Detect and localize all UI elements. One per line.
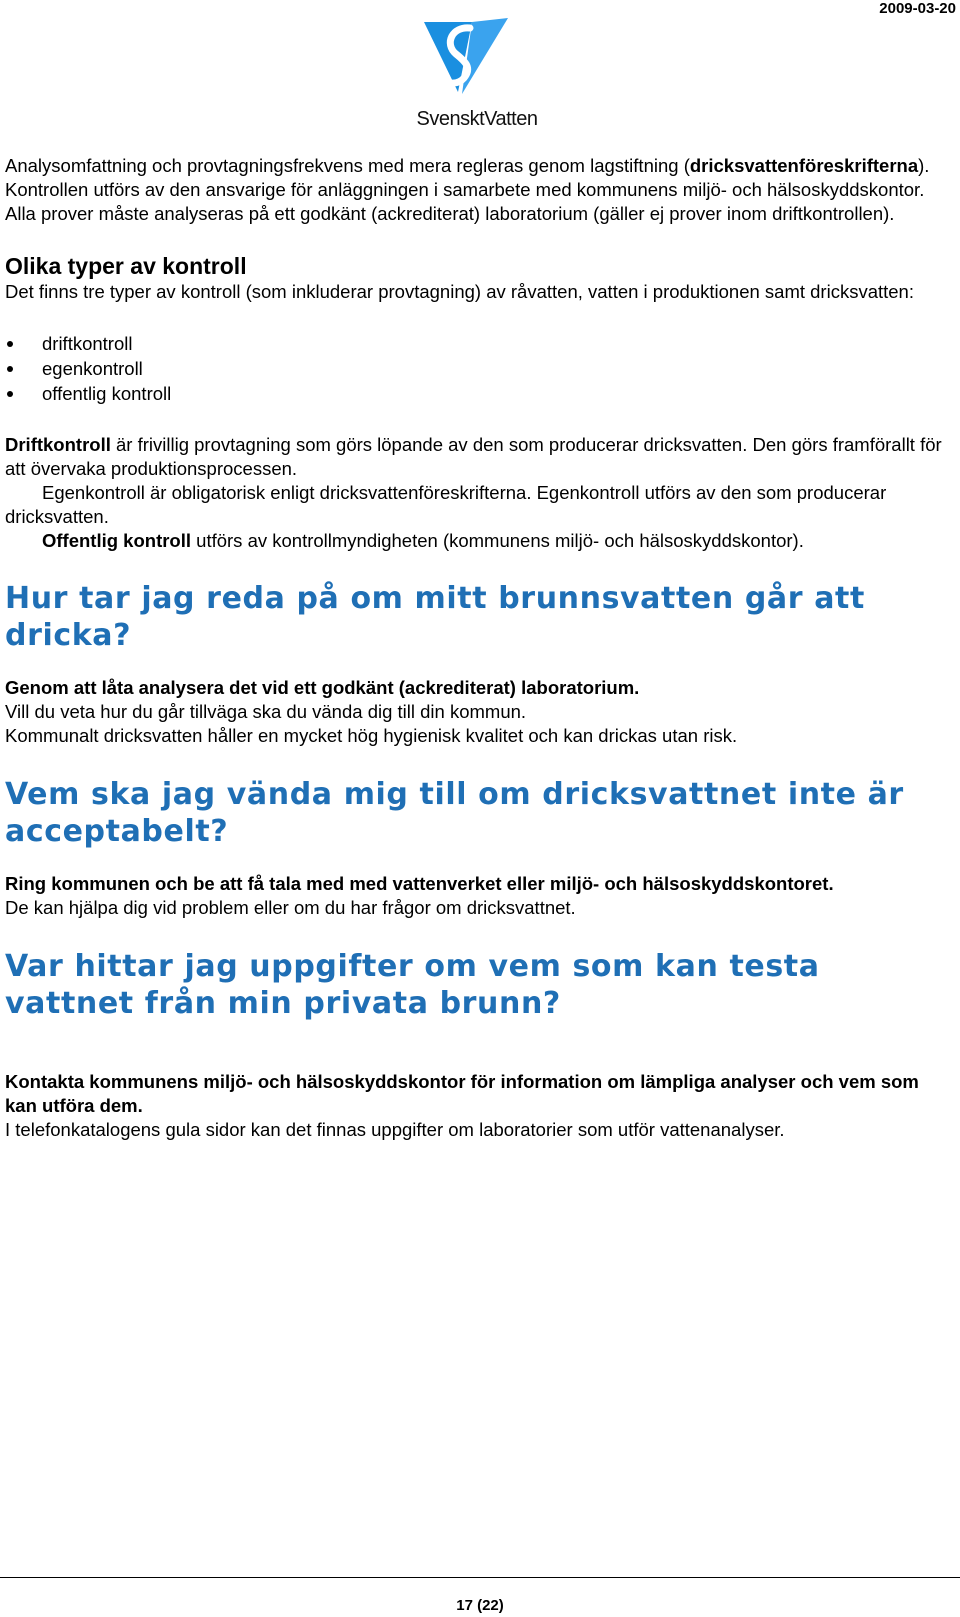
- intro-paragraph-3: Alla prover måste analyseras på ett godkänt (ackrediterat) laboratorium (gäller ej prover inom driftkontrollen).: [5, 203, 895, 224]
- list-item-label: driftkontroll: [42, 333, 133, 354]
- text-run: Analysomfattning och provtagningsfrekvens med mera regleras genom lagstiftning (: [5, 155, 690, 176]
- svenskt-vatten-logo: [412, 14, 542, 134]
- bullet-icon: [7, 366, 13, 372]
- section3-paragraph-2: I telefonkatalogens gula sidor kan det finnas uppgifter om laboratorier som utför vattenanalyser.: [5, 1119, 785, 1140]
- offentlig-kontroll-paragraph: [5, 529, 950, 553]
- list-item-label: offentlig kontroll: [42, 383, 172, 404]
- section1-paragraph-2: Vill du veta hur du går tillväga ska du vända dig till din kommun.: [5, 701, 527, 722]
- list-item: [5, 356, 950, 381]
- section-heading-vem: Vem ska jag vända mig till om dricksvattnet inte är acceptabelt?: [5, 777, 904, 849]
- intro-paragraph-1: [5, 154, 950, 178]
- bullet-icon: [7, 341, 13, 347]
- intro-paragraph-2: Kontrollen utförs av den ansvarige för anläggningen i samarbete med kommunens miljö- och hälsoskyddskontor.: [5, 179, 925, 200]
- bold-term: dricksvattenföreskrifterna: [689, 155, 919, 176]
- bold-term: Offentlig kontroll: [42, 530, 192, 551]
- section3-bold: [5, 1070, 950, 1118]
- footer-divider: [0, 1577, 960, 1578]
- section2-paragraph-2: De kan hjälpa dig vid problem eller om du har frågor om dricksvattnet.: [5, 897, 576, 918]
- text-run: är frivillig provtagning som görs löpande av den som producerar dricksvatten. Den görs framförallt för att övervaka produktionsprocessen.: [5, 434, 942, 479]
- section-heading-olika: Olika typer av kontroll: [5, 253, 247, 279]
- section2-bold: [5, 872, 950, 896]
- page-number: 17 (22): [456, 1597, 504, 1614]
- text-run: ).: [918, 155, 930, 176]
- list-item-label: egenkontroll: [42, 358, 143, 379]
- bullet-icon: [7, 391, 13, 397]
- document-date: 2009-03-20: [879, 0, 956, 17]
- logo-mark-icon: [412, 14, 542, 109]
- list-item: [5, 331, 950, 356]
- logo-text: SvensktVatten: [416, 108, 538, 130]
- list-item: [5, 381, 950, 406]
- section1-bold: [5, 676, 950, 700]
- bold-text: Genom att låta analysera det vid ett godkänt (ackrediterat) laboratorium.: [5, 677, 640, 698]
- egenkontroll-paragraph: [5, 481, 950, 529]
- text-run: utförs av kontrollmyndigheten (kommunens miljö- och hälsoskyddskontor).: [191, 530, 804, 551]
- bold-term: Driftkontroll: [5, 434, 111, 455]
- olika-intro: Det finns tre typer av kontroll (som inkluderar provtagning) av råvatten, vatten i produktionen samt dricksvatten:: [5, 281, 914, 302]
- bold-text: Ring kommunen och be att få tala med med vattenverket eller miljö- och hälsoskyddskontoret.: [5, 873, 834, 894]
- section-heading-var-hittar: Var hittar jag uppgifter om vem som kan testa vattnet från min privata brunn?: [5, 949, 820, 1021]
- driftkontroll-paragraph: [5, 433, 950, 481]
- section-heading-brunnsvatten: Hur tar jag reda på om mitt brunnsvatten går att dricka?: [5, 581, 865, 653]
- section1-paragraph-3: Kommunalt dricksvatten håller en mycket hög hygienisk kvalitet och kan drickas utan risk.: [5, 725, 738, 746]
- document-body: [5, 154, 950, 1142]
- control-types-list: [5, 331, 950, 406]
- text-run: Egenkontroll är obligatorisk enligt dricksvattenföreskrifterna. Egenkontroll utförs av den som producerar dricksvatten.: [5, 482, 887, 527]
- bold-text: Kontakta kommunens miljö- och hälsoskyddskontor för information om lämpliga analyser och vem som kan utföra dem.: [5, 1071, 919, 1116]
